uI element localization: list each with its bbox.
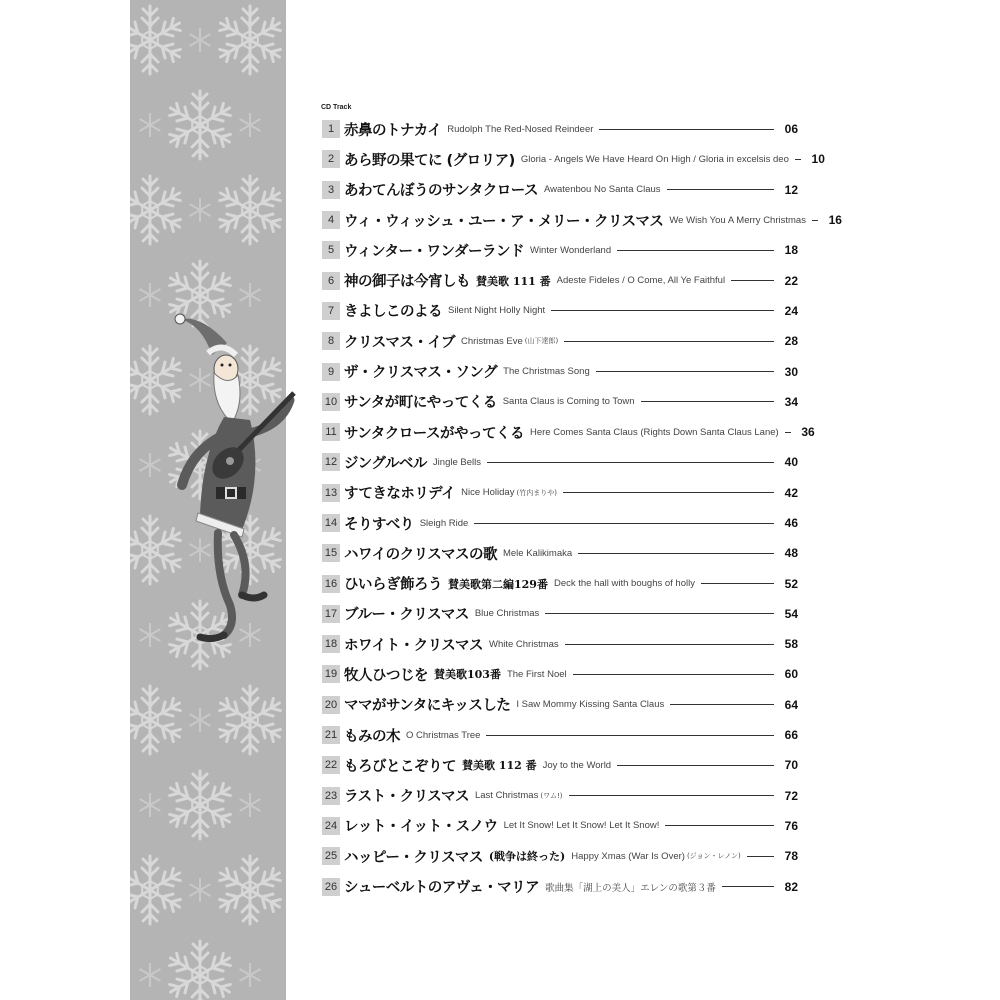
track-row — [322, 841, 798, 871]
track-page-number: 82 — [784, 879, 798, 894]
track-row — [322, 538, 798, 568]
leader-line — [565, 644, 774, 645]
track-title-en: Silent Night Holly Night — [448, 305, 546, 317]
leader-line — [795, 159, 801, 160]
track-title-jp: サンタが町にやってくる — [344, 395, 497, 412]
track-title-en: 歌曲集「湖上の美人」エレンの歌第３番 — [545, 882, 716, 894]
track-page-number: 18 — [784, 243, 798, 258]
track-note-jp: 賛美歌 112 番 — [462, 759, 537, 773]
track-page-number: 52 — [784, 576, 798, 591]
track-title-en: Nice Holiday — [461, 487, 515, 499]
track-page-number: 12 — [784, 182, 798, 197]
track-number-badge: 16 — [322, 575, 340, 593]
track-title-jp: ウィ・ウィッシュ・ユー・ア・メリー・クリスマス — [344, 213, 664, 230]
track-title-en: Jingle Bells — [432, 456, 481, 468]
track-title-jp: シューベルトのアヴェ・マリア — [344, 880, 540, 897]
track-title-en: Gloria - Angels We Have Heard On High / Gloria in excelsis deo — [520, 153, 789, 165]
track-row — [322, 568, 798, 598]
track-title-jp: 赤鼻のトナカイ — [344, 122, 442, 139]
track-number-badge: 12 — [322, 453, 340, 471]
track-number-badge: 11 — [322, 423, 340, 441]
leader-line — [617, 250, 774, 251]
track-row — [322, 720, 798, 750]
track-number-badge: 4 — [322, 211, 340, 229]
leader-line — [599, 129, 774, 130]
track-list — [322, 114, 842, 902]
track-number-badge: 2 — [322, 150, 340, 168]
track-title-jp: ハッピー・クリスマス — [344, 849, 483, 866]
leader-line — [545, 613, 774, 614]
track-page-number: 34 — [784, 394, 798, 409]
track-page-number: 48 — [784, 546, 798, 561]
leader-line — [731, 280, 774, 281]
leader-line — [617, 765, 774, 766]
track-row — [322, 599, 798, 629]
track-title-jp: ザ・クリスマス・ソング — [344, 365, 498, 382]
leader-line — [722, 886, 774, 887]
track-title-en: Joy to the World — [542, 759, 612, 771]
track-note-jp: 賛美歌 111 番 — [476, 274, 551, 288]
track-row — [322, 659, 798, 689]
track-number-badge: 22 — [322, 756, 340, 774]
track-title-en: Sleigh Ride — [419, 517, 469, 529]
leader-line — [667, 189, 774, 190]
track-number-badge: 21 — [322, 726, 340, 744]
track-row — [322, 811, 798, 841]
leader-line — [665, 825, 774, 826]
track-number-badge: 10 — [322, 393, 340, 411]
track-note-jp: 賛美歌第二編129番 — [448, 577, 548, 591]
track-number-badge: 15 — [322, 544, 340, 562]
leader-line — [486, 735, 774, 736]
track-title-jp: レット・イット・スノウ — [344, 819, 498, 836]
track-row — [322, 508, 798, 538]
track-title-en: White Christmas — [488, 638, 559, 650]
track-title-jp: あら野の果てに (グロリア) — [344, 152, 515, 169]
track-page-number: 58 — [784, 637, 798, 652]
leader-line — [812, 220, 818, 221]
track-number-badge: 8 — [322, 332, 340, 350]
track-page-number: 30 — [784, 364, 798, 379]
track-title-en: We Wish You A Merry Christmas — [669, 214, 806, 226]
track-title-jp: 神の御子は今宵しも — [344, 274, 470, 291]
track-page-number: 42 — [784, 485, 798, 500]
track-row — [322, 175, 798, 205]
leader-line — [564, 341, 774, 342]
track-number-badge: 7 — [322, 302, 340, 320]
track-row — [322, 690, 798, 720]
track-title-en: Santa Claus is Coming to Town — [502, 396, 635, 408]
santa-ukulele-illustration-icon — [172, 305, 302, 645]
track-number-badge: 23 — [322, 787, 340, 805]
track-title-en: Christmas Eve — [460, 335, 523, 347]
track-title-jp: ブルー・クリスマス — [344, 607, 469, 624]
leader-line — [487, 462, 774, 463]
track-title-jp: ジングルベル — [344, 455, 427, 472]
track-page-number: 70 — [784, 758, 798, 773]
track-page-number: 16 — [828, 213, 842, 228]
track-row — [322, 447, 798, 477]
track-title-jp: ハワイのクリスマスの歌 — [344, 546, 497, 563]
track-title-jp: もみの木 — [344, 728, 400, 745]
track-row — [322, 417, 815, 447]
leader-line — [596, 371, 774, 372]
track-page-number: 46 — [784, 516, 798, 530]
track-title-jp: きよしこのよる — [344, 304, 442, 321]
track-title-en: Last Christmas — [474, 790, 539, 802]
track-title-en: Here Comes Santa Claus (Rights Down Santa Claus Lane) — [529, 426, 779, 438]
track-page-number: 64 — [784, 697, 798, 712]
track-title-en: The Christmas Song — [503, 366, 590, 378]
track-note-en: (竹内まりや) — [516, 488, 557, 497]
track-title-jp: ひいらぎ飾ろう — [344, 577, 442, 594]
track-number-badge: 9 — [322, 363, 340, 381]
track-row — [322, 114, 798, 144]
track-page-number: 40 — [784, 455, 798, 470]
track-number-badge: 25 — [322, 847, 340, 865]
track-page-number: 28 — [784, 334, 798, 349]
leader-line — [701, 583, 774, 584]
leader-line — [578, 553, 774, 554]
leader-line — [569, 795, 774, 796]
track-number-badge: 26 — [322, 878, 340, 896]
track-title-jp: あわてんぼうのサンタクロース — [344, 183, 538, 200]
track-page-number: 36 — [801, 425, 815, 440]
track-title-jp: ラスト・クリスマス — [344, 789, 469, 806]
track-note-en: (ワム!) — [540, 791, 563, 800]
leader-line — [641, 401, 774, 402]
track-title-en: I Saw Mommy Kissing Santa Claus — [516, 699, 665, 711]
track-title-en: Deck the hall with boughs of holly — [553, 578, 695, 590]
track-title-jp: サンタクロースがやってくる — [344, 425, 524, 442]
track-row — [322, 871, 798, 901]
track-title-en: O Christmas Tree — [406, 729, 481, 741]
track-page-number: 24 — [784, 303, 798, 318]
track-row — [322, 144, 825, 174]
track-note-en: (ジョン・レノン) — [686, 852, 741, 861]
track-row — [322, 205, 842, 235]
track-page-number: 76 — [784, 818, 798, 833]
track-note-jp: 賛美歌103番 — [434, 668, 501, 682]
track-row — [322, 629, 798, 659]
track-title-jp: そりすべり — [344, 516, 414, 533]
track-title-en: Blue Christmas — [474, 608, 540, 620]
track-row — [322, 326, 798, 356]
track-title-en: Happy Xmas (War Is Over) — [571, 850, 685, 862]
track-title-jp: すてきなホリデイ — [344, 486, 456, 503]
track-title-en: Adeste Fideles / O Come, All Ye Faithful — [556, 275, 726, 287]
track-page-number: 60 — [784, 667, 798, 682]
track-number-badge: 17 — [322, 605, 340, 623]
track-row — [322, 235, 798, 265]
track-row — [322, 265, 798, 295]
track-title-en: Let It Snow! Let It Snow! Let It Snow! — [503, 820, 660, 832]
track-title-en: Winter Wonderland — [529, 244, 612, 256]
track-row — [322, 356, 798, 386]
track-row — [322, 750, 798, 780]
track-title-en: The First Noel — [506, 668, 567, 680]
track-note-jp: (戦争は終った) — [488, 850, 566, 864]
leader-line — [474, 523, 774, 524]
track-row — [322, 296, 798, 326]
leader-line — [551, 310, 774, 311]
track-number-badge: 20 — [322, 696, 340, 714]
track-number-badge: 1 — [322, 120, 340, 138]
track-title-en: Rudolph The Red-Nosed Reindeer — [447, 123, 594, 135]
track-number-badge: 13 — [322, 484, 340, 502]
track-title-jp: クリスマス・イブ — [344, 334, 455, 351]
track-page-number: 66 — [784, 728, 798, 743]
track-number-badge: 14 — [322, 514, 340, 532]
track-title-en: Mele Kalikimaka — [502, 547, 573, 559]
track-number-badge: 19 — [322, 665, 340, 683]
track-row — [322, 478, 798, 508]
track-page-number: 78 — [784, 849, 798, 864]
track-number-badge: 3 — [322, 181, 340, 199]
track-note-en: (山下達郎) — [524, 337, 559, 346]
track-number-badge: 6 — [322, 272, 340, 290]
track-number-badge: 18 — [322, 635, 340, 653]
track-number-badge: 5 — [322, 241, 340, 259]
track-title-jp: ホワイト・クリスマス — [344, 637, 483, 654]
track-page-number: 22 — [784, 273, 798, 288]
leader-line — [670, 704, 774, 705]
track-number-badge: 24 — [322, 817, 340, 835]
track-page-number: 06 — [784, 122, 798, 137]
leader-line — [563, 492, 774, 493]
track-title-en: Awatenbou No Santa Claus — [543, 184, 661, 196]
leader-line — [573, 674, 774, 675]
track-row — [322, 387, 798, 417]
track-title-jp: ウィンター・ワンダーランド — [344, 243, 524, 260]
track-title-jp: 牧人ひつじを — [344, 667, 428, 684]
track-page-number: 54 — [784, 606, 798, 621]
leader-line — [747, 856, 774, 857]
track-page-number: 72 — [784, 788, 798, 803]
cd-track-label: CD Track — [321, 104, 352, 111]
track-page-number: 10 — [811, 152, 825, 167]
leader-line — [785, 432, 791, 433]
track-row — [322, 781, 798, 811]
track-title-jp: ママがサンタにキッスした — [344, 698, 511, 715]
track-title-jp: もろびとこぞりて — [344, 758, 456, 775]
